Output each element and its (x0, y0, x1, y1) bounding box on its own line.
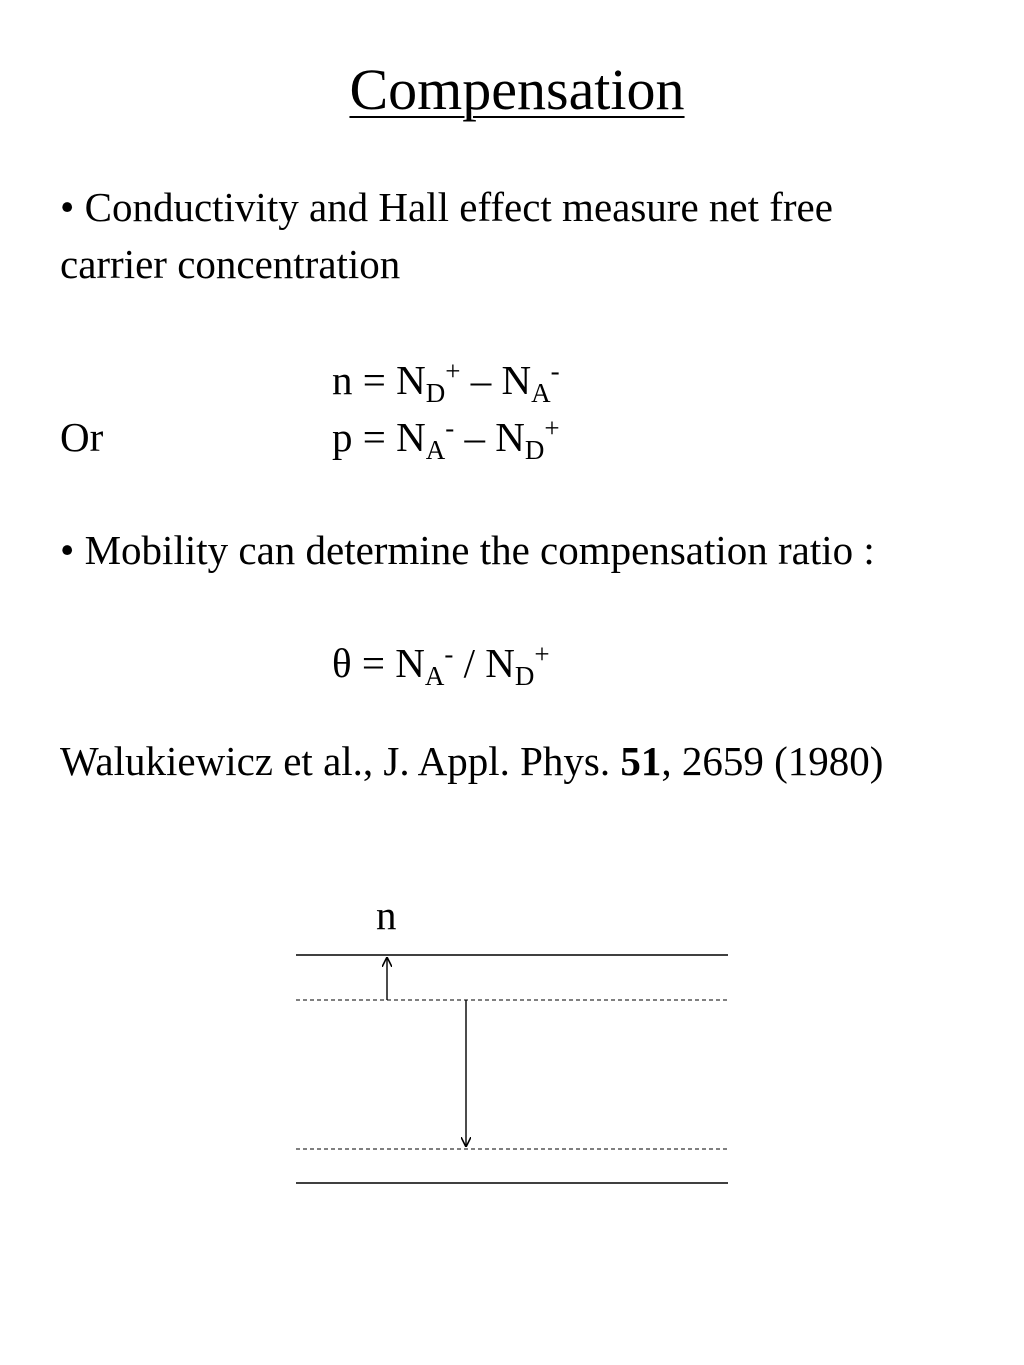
equation-p-sup2: + (544, 413, 560, 443)
equation-n-lhs: n = N (332, 357, 426, 403)
equation-theta-sup1: - (444, 639, 454, 669)
equation-theta-sub2: D (514, 661, 535, 691)
equation-theta-lhs: θ = N (332, 640, 425, 686)
equation-theta-mid: / N (453, 640, 515, 686)
bullet-conductivity-line2: carrier concentration (60, 241, 401, 287)
or-label: Or (60, 414, 104, 460)
equation-p-sub1: A (425, 435, 446, 465)
equation-n-sub2: A (531, 378, 551, 408)
equation-theta-sub1: A (424, 661, 445, 691)
bullet-mobility: • Mobility can determine the compensation ratio : (60, 527, 875, 573)
equation-p-lhs: p = N (332, 414, 426, 460)
equation-theta-sup2: + (534, 639, 550, 669)
equation-p-mid: – N (454, 414, 525, 460)
page-title: Compensation (349, 57, 685, 122)
bullet-conductivity-line1: • Conductivity and Hall effect measure net free (60, 184, 833, 230)
citation-volume: 51 (620, 738, 662, 784)
equation-n-mid: – N (460, 357, 532, 403)
citation-prefix: Walukiewicz et al., J. Appl. Phys. (60, 738, 621, 784)
diagram-label-n: n (376, 892, 397, 938)
citation-suffix: , 2659 (1980) (661, 738, 884, 784)
equation-p-sub2: D (524, 435, 545, 465)
equation-n-sup2: - (550, 356, 560, 386)
equation-n-sup1: + (445, 356, 461, 386)
equation-n-sub1: D (425, 378, 446, 408)
equation-p-sup1: - (445, 413, 455, 443)
